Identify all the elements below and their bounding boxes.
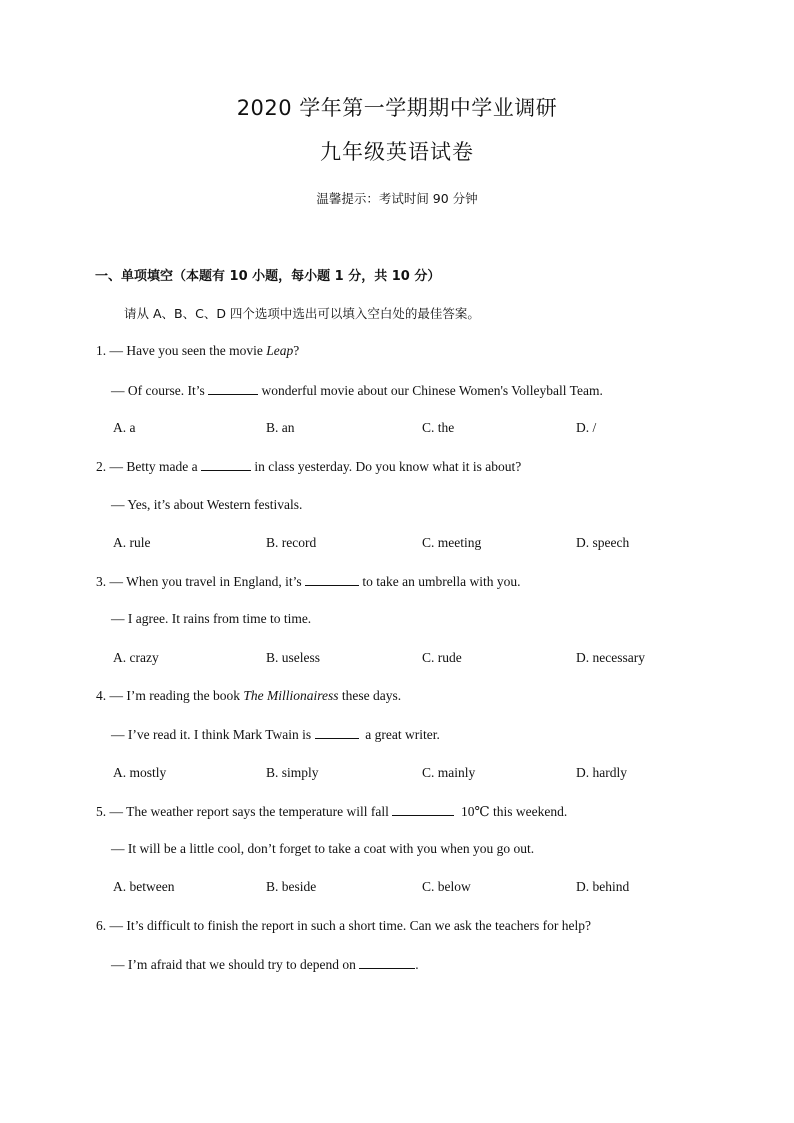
option-c: C. rude [422, 650, 462, 665]
question-text: — I’m reading the book [109, 688, 244, 703]
option-a: A. rule [113, 535, 151, 550]
response-text: . [415, 957, 419, 972]
question-text: these days. [338, 688, 402, 703]
question-text: — Betty made a [109, 459, 201, 474]
option-d: D. necessary [576, 650, 645, 665]
option-c: C. meeting [422, 535, 482, 550]
question-text: ? [293, 343, 300, 358]
answer-blank [201, 458, 251, 471]
option-b: B. useless [266, 650, 320, 665]
question-number: 6. [96, 918, 107, 933]
answer-blank [208, 382, 258, 395]
option-b: B. simply [266, 765, 319, 780]
answer-blank [359, 956, 415, 969]
question-6-response [111, 956, 419, 973]
response-text: — I’ve read it. I think Mark Twain is [111, 727, 315, 742]
section-heading: 一、单项填空（本题有 10 小题，每小题 1 分，共 10 分） [95, 269, 441, 284]
movie-title: Leap [266, 343, 294, 358]
question-2-stem [96, 458, 521, 475]
answer-blank [315, 726, 359, 739]
option-a: A. mostly [113, 765, 167, 780]
response-text: wonderful movie about our Chinese Women's Volleyball Team. [258, 383, 603, 398]
question-5-stem [96, 803, 567, 820]
question-number: 4. [96, 688, 107, 703]
question-number: 2. [96, 459, 107, 474]
question-text: — Have you seen the movie [109, 343, 267, 358]
question-number: 1. [96, 343, 107, 358]
response-text: a great writer. [361, 727, 440, 742]
option-b: B. record [266, 535, 317, 550]
answer-blank [392, 803, 454, 816]
response-text: — I’m afraid that we should try to depend on [111, 957, 360, 972]
exam-title: 2020 学年第一学期期中学业调研 [236, 96, 558, 120]
answer-blank [305, 573, 359, 586]
exam-subtitle: 九年级英语试卷 [320, 140, 474, 164]
question-text: — The weather report says the temperature will fall [109, 804, 393, 819]
response-text: — Of course. It’s [111, 383, 209, 398]
question-2-response: — Yes, it’s about Western festivals. [111, 497, 303, 512]
exam-time-tip: 温馨提示：考试时间 90 分钟 [316, 191, 478, 206]
question-3-stem [96, 573, 521, 590]
question-4-stem [96, 688, 401, 704]
option-c: C. below [422, 879, 471, 894]
option-b: B. beside [266, 879, 317, 894]
question-number: 3. [96, 574, 107, 589]
option-a: A. a [113, 420, 136, 435]
question-text: — When you travel in England, it’s [109, 574, 305, 589]
question-6-stem [96, 918, 591, 934]
option-c: C. mainly [422, 765, 476, 780]
question-number: 5. [96, 804, 107, 819]
option-d: D. hardly [576, 765, 627, 780]
question-5-response: — It will be a little cool, don’t forget to take a coat with you when you go out. [111, 841, 535, 856]
question-1-stem [96, 343, 299, 359]
question-4-response [111, 726, 440, 743]
option-a: A. between [113, 879, 175, 894]
option-a: A. crazy [113, 650, 159, 665]
question-1-response [111, 382, 603, 399]
question-text: — It’s difficult to finish the report in such a short time. Can we ask the teachers for help? [109, 918, 591, 933]
question-text: to take an umbrella with you. [358, 574, 521, 589]
section-instruction: 请从 A、B、C、D 四个选项中选出可以填入空白处的最佳答案。 [124, 306, 480, 321]
question-text: in class yesterday. Do you know what it is about? [250, 459, 522, 474]
question-3-response: — I agree. It rains from time to time. [111, 611, 312, 626]
option-b: B. an [266, 420, 295, 435]
question-text: 10℃ this weekend. [457, 804, 568, 819]
option-d: D. behind [576, 879, 630, 894]
option-d: D. speech [576, 535, 630, 550]
book-title: The Millionairess [243, 688, 339, 703]
option-c: C. the [422, 420, 455, 435]
option-d: D. / [576, 420, 597, 435]
